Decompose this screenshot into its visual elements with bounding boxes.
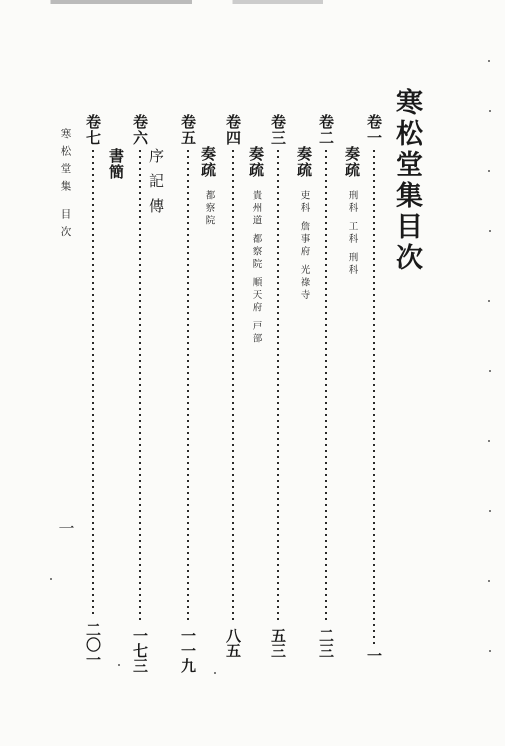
- scan-speck: [488, 60, 490, 62]
- page-number: 二三: [317, 628, 335, 658]
- page-number: 八五: [224, 628, 242, 658]
- volume-label: 卷二: [317, 114, 335, 146]
- scan-speck: [489, 230, 491, 232]
- volume-label: 卷四: [224, 114, 242, 146]
- section-heading: 奏疏: [343, 146, 361, 178]
- volume-label: 卷五: [179, 114, 197, 146]
- leader-dots: [277, 150, 279, 622]
- scan-speck: [488, 440, 490, 442]
- scan-speck: [488, 580, 490, 582]
- scan-speck: [489, 650, 491, 652]
- page-number: 一: [365, 648, 383, 663]
- section-heading: 序記傳: [147, 148, 165, 223]
- section-heading: 奏疏: [295, 146, 313, 178]
- scan-speck: [488, 300, 490, 302]
- volume-label: 卷七: [84, 114, 102, 146]
- section-heading: 奏疏: [199, 146, 217, 178]
- section-subheadings: 都察院: [203, 190, 215, 228]
- leader-dots: [92, 150, 94, 618]
- section-subheadings: 刑科 工科 刑科: [346, 190, 358, 278]
- page-number: 五三: [269, 628, 287, 658]
- leader-dots: [139, 150, 141, 622]
- scan-speck: [50, 578, 52, 580]
- scan-speck: [118, 664, 120, 666]
- leader-dots: [187, 150, 189, 622]
- scan-top-edge: [0, 0, 505, 4]
- leader-dots: [232, 150, 234, 622]
- scan-speck: [489, 110, 491, 112]
- page-number: 二〇一: [84, 622, 102, 667]
- running-header: 寒松堂集 目次: [59, 128, 72, 244]
- section-heading: 書簡: [107, 148, 125, 180]
- volume-label: 卷一: [365, 114, 383, 146]
- scan-speck: [214, 672, 216, 674]
- scan-speck: [489, 370, 491, 372]
- section-subheadings: 吏科 詹事府 光祿寺: [298, 190, 310, 303]
- page-number: 一一九: [179, 628, 197, 673]
- folio-number: 一: [56, 520, 75, 536]
- volume-label: 卷三: [269, 114, 287, 146]
- scan-speck: [489, 510, 491, 512]
- section-heading: 奏疏: [247, 146, 265, 178]
- leader-dots: [325, 150, 327, 622]
- leader-dots: [373, 150, 375, 644]
- volume-label: 卷六: [131, 114, 149, 146]
- scan-speck: [488, 170, 490, 172]
- section-subheadings: 貴州道 都察院 順天府 戸部: [250, 190, 262, 346]
- page-number: 一七三: [131, 628, 149, 673]
- page-title: 寒松堂集目次: [391, 88, 422, 274]
